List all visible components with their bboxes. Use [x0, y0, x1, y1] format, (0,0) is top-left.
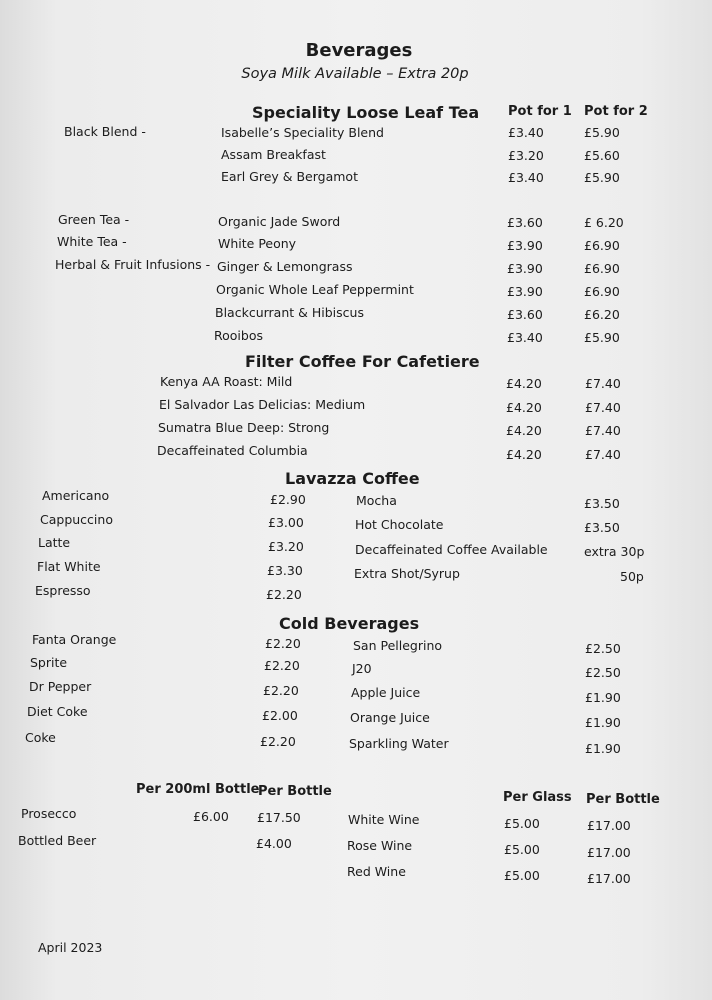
lavazza-item-name: Americano — [42, 488, 110, 503]
filter-heading: Filter Coffee For Cafetiere — [245, 352, 480, 371]
lavazza-item-price: extra 30p — [584, 544, 645, 559]
alcohol-right-col1-header: Per Glass — [503, 790, 572, 805]
alcohol-item-name: Red Wine — [347, 864, 406, 879]
tea-item-price-pot1: £3.60 — [507, 307, 543, 322]
alcohol-item-name: Bottled Beer — [18, 833, 97, 848]
cold-item-price: £2.20 — [260, 734, 296, 749]
tea-item-price-pot2: £5.90 — [584, 330, 620, 345]
alcohol-item-price-bottle: £17.00 — [587, 871, 631, 886]
cold-item-name: Sparkling Water — [349, 736, 449, 751]
cold-item-price: £2.00 — [262, 708, 298, 723]
lavazza-item-name: Hot Chocolate — [355, 517, 444, 532]
filter-item-price-pot2: £7.40 — [585, 376, 621, 391]
menu-date: April 2023 — [38, 940, 103, 955]
tea-item-price-pot2: £ 6.20 — [584, 215, 624, 230]
cold-item-name: Sprite — [30, 655, 68, 670]
tea-item-price-pot2: £6.90 — [584, 238, 620, 253]
tea-heading: Speciality Loose Leaf Tea — [252, 103, 480, 122]
tea-item-name: White Peony — [218, 236, 297, 251]
tea-item-price-pot2: £6.90 — [584, 284, 620, 299]
cold-item-name: Diet Coke — [27, 704, 88, 719]
lavazza-item-price: £3.30 — [267, 563, 303, 578]
cold-item-price: £2.20 — [263, 683, 299, 698]
filter-item-price-pot2: £7.40 — [585, 447, 621, 462]
filter-item-price-pot1: £4.20 — [506, 376, 542, 391]
tea-item-name: Ginger & Lemongrass — [217, 259, 353, 274]
tea-item-price-pot2: £6.20 — [584, 307, 620, 322]
cold-item-price: £1.90 — [585, 741, 621, 756]
lavazza-item-name: Decaffeinated Coffee Available — [355, 542, 548, 557]
filter-item-name: Kenya AA Roast: Mild — [160, 374, 293, 389]
cold-item-price: £2.20 — [265, 636, 301, 651]
lavazza-item-price: £3.50 — [584, 520, 620, 535]
tea-item-name: Rooibos — [214, 328, 263, 343]
tea-col-pot1: Pot for 1 — [508, 104, 572, 119]
filter-item-price-pot1: £4.20 — [506, 423, 542, 438]
alcohol-item-price-bottle: £17.50 — [257, 810, 301, 825]
alcohol-item-price-glass: £5.00 — [504, 816, 540, 831]
tea-item-price-pot1: £3.40 — [508, 125, 544, 140]
menu-title: Beverages — [305, 40, 413, 61]
alcohol-item-price-glass: £5.00 — [504, 842, 540, 857]
lavazza-item-price: £3.20 — [268, 539, 304, 554]
tea-item-name: Organic Whole Leaf Peppermint — [216, 282, 414, 297]
lavazza-heading: Lavazza Coffee — [285, 469, 420, 488]
tea-item-price-pot1: £3.20 — [508, 148, 544, 163]
alcohol-item-name: White Wine — [348, 812, 420, 827]
tea-item-name: Organic Jade Sword — [218, 214, 341, 229]
lavazza-item-price: £3.50 — [584, 496, 620, 511]
alcohol-item-price-bottle: £17.00 — [587, 818, 631, 833]
tea-item-price-pot2: £5.90 — [584, 170, 620, 185]
alcohol-left-col1-header: Per 200ml Bottle — [136, 782, 260, 797]
tea-item-price-pot1: £3.90 — [507, 238, 543, 253]
tea-item-price-pot1: £3.90 — [507, 284, 543, 299]
lavazza-item-name: Cappuccino — [40, 512, 113, 527]
tea-category: Green Tea - — [58, 212, 130, 227]
tea-item-name: Earl Grey & Bergamot — [221, 169, 358, 184]
tea-category: White Tea - — [57, 234, 127, 249]
cold-item-price: £2.50 — [585, 665, 621, 680]
alcohol-item-name: Prosecco — [21, 806, 77, 821]
lavazza-item-name: Latte — [38, 535, 71, 550]
cold-item-name: J20 — [352, 661, 372, 676]
lavazza-item-name: Mocha — [356, 493, 397, 508]
tea-item-name: Assam Breakfast — [221, 147, 326, 162]
tea-category: Black Blend - — [64, 124, 146, 139]
tea-item-price-pot2: £5.60 — [584, 148, 620, 163]
filter-item-price-pot1: £4.20 — [506, 447, 542, 462]
filter-item-price-pot1: £4.20 — [506, 400, 542, 415]
lavazza-item-price: £2.20 — [266, 587, 302, 602]
tea-item-name: Isabelle’s Speciality Blend — [221, 125, 384, 140]
tea-item-price-pot1: £3.90 — [507, 261, 543, 276]
alcohol-item-price-glass: £5.00 — [504, 868, 540, 883]
tea-item-price-pot1: £3.40 — [507, 330, 543, 345]
tea-item-price-pot2: £5.90 — [584, 125, 620, 140]
tea-category: Herbal & Fruit Infusions - — [55, 257, 211, 272]
cold-item-name: Apple Juice — [351, 685, 421, 700]
filter-item-price-pot2: £7.40 — [585, 423, 621, 438]
tea-item-price-pot2: £6.90 — [584, 261, 620, 276]
cold-item-name: Fanta Orange — [32, 632, 117, 647]
cold-item-name: Dr Pepper — [29, 679, 92, 694]
lavazza-item-price: £3.00 — [268, 515, 304, 530]
filter-item-name: Decaffeinated Columbia — [157, 443, 308, 458]
tea-item-price-pot1: £3.60 — [507, 215, 543, 230]
filter-item-price-pot2: £7.40 — [585, 400, 621, 415]
alcohol-item-price-bottle: £4.00 — [256, 836, 292, 851]
cold-item-price: £2.20 — [264, 658, 300, 673]
menu-subtitle: Soya Milk Available – Extra 20p — [241, 66, 469, 82]
alcohol-item-price-200ml: £6.00 — [193, 809, 229, 824]
alcohol-left-col2-header: Per Bottle — [258, 784, 332, 799]
alcohol-item-name: Rose Wine — [347, 838, 413, 853]
cold-item-price: £1.90 — [585, 715, 621, 730]
tea-item-price-pot1: £3.40 — [508, 170, 544, 185]
cold-item-name: Orange Juice — [350, 710, 430, 725]
alcohol-right-col2-header: Per Bottle — [586, 792, 660, 807]
cold-item-price: £1.90 — [585, 690, 621, 705]
tea-item-name: Blackcurrant & Hibiscus — [215, 305, 364, 320]
lavazza-item-name: Espresso — [35, 583, 91, 598]
cold-item-price: £2.50 — [585, 641, 621, 656]
cold-heading: Cold Beverages — [279, 614, 420, 633]
lavazza-item-name: Flat White — [37, 559, 101, 574]
lavazza-item-price: 50p — [620, 569, 644, 584]
cold-item-name: Coke — [25, 730, 56, 745]
filter-item-name: El Salvador Las Delicias: Medium — [159, 397, 366, 412]
alcohol-item-price-bottle: £17.00 — [587, 845, 631, 860]
cold-item-name: San Pellegrino — [353, 638, 443, 653]
lavazza-item-name: Extra Shot/Syrup — [354, 566, 460, 581]
tea-col-pot2: Pot for 2 — [584, 104, 648, 119]
lavazza-item-price: £2.90 — [270, 492, 306, 507]
filter-item-name: Sumatra Blue Deep: Strong — [158, 420, 330, 435]
